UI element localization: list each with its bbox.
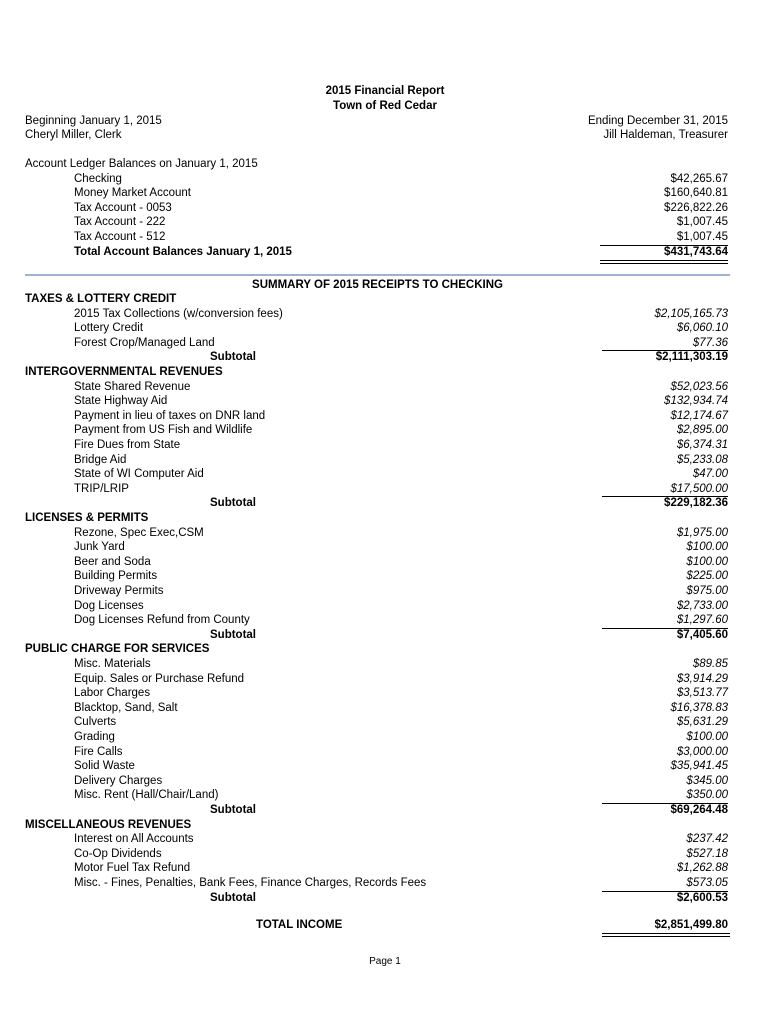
section-separator [25,274,730,276]
line-item-label: Co-Op Dividends [74,847,162,860]
total-income-amount: $2,851,499.80 [654,919,728,931]
line-item-label: Labor Charges [74,687,151,700]
line-item-amount: $573.05 [686,877,728,889]
line-item-label: Motor Fuel Tax Refund [74,862,191,875]
line-item-amount: $237.42 [686,833,728,846]
line-item-amount: $1,297.60 [676,614,728,627]
line-item-row [0,555,770,570]
subtotal-label: Subtotal [210,351,256,364]
category-name: LICENSES & PERMITS [25,512,149,524]
line-item-row [0,613,770,628]
line-item-label: Fire Dues from State [74,439,181,451]
ledger-row-label: Money Market Account [74,187,191,200]
line-item-row [0,657,770,672]
line-item-row [0,394,770,409]
line-item-row [0,715,770,730]
category-name: TAXES & LOTTERY CREDIT [25,293,177,305]
line-item-amount: $3,513.77 [676,687,728,700]
line-item-amount: $17,500.00 [670,482,728,495]
line-item-row [0,307,770,322]
line-item-label: Interest on All Accounts [74,833,194,846]
line-item-row [0,380,770,395]
line-item-label: Fire Calls [74,745,123,758]
subtotal-label: Subtotal [210,891,256,904]
line-item-row [0,686,770,701]
treasurer-name: Jill Haldeman, Treasurer [603,129,728,141]
line-item-label: Misc. Materials [74,658,151,670]
line-item-row [0,788,770,803]
subtotal-row [0,628,770,643]
total-income-label: TOTAL INCOME [256,919,343,931]
line-item-row [0,540,770,555]
line-item-label: Driveway Permits [74,585,164,597]
subtotal-amount: $7,405.60 [676,628,728,641]
line-item-label: Rezone, Spec Exec,CSM [74,526,204,539]
category-name: INTERGOVERNMENTAL REVENUES [25,366,223,378]
line-item-row [0,467,770,482]
subtotal-amount: $2,600.53 [676,891,728,904]
line-item-label: Solid Waste [74,760,135,773]
category-name: PUBLIC CHARGE FOR SERVICES [25,643,210,656]
line-item-row [0,847,770,862]
line-item-row [0,409,770,424]
town-name: Town of Red Cedar [333,100,437,112]
line-item-amount: $47.00 [692,468,728,481]
line-item-amount: $2,733.00 [676,599,728,612]
category-row [0,292,770,307]
line-item-row [0,832,770,847]
line-item-row [0,482,770,497]
ledger-row-amount: $226,822.26 [664,201,728,214]
ledger-row-label: Checking [74,172,122,185]
line-item-label: Lottery Credit [74,322,144,335]
ledger-heading: Account Ledger Balances on January 1, 2015 [25,158,258,170]
line-item-amount: $6,374.31 [676,439,728,451]
subtotal-label: Subtotal [210,804,256,816]
line-item-amount: $2,105,165.73 [654,307,728,320]
subtotal-amount: $2,111,303.19 [655,351,728,364]
line-item-amount: $100.00 [686,541,728,554]
ledger-row [0,215,770,230]
line-item-amount: $16,378.83 [670,701,728,714]
ending-date: Ending December 31, 2015 [587,115,728,127]
page-number: Page 1 [369,956,401,967]
line-item-amount: $527.18 [686,847,728,860]
ledger-row-label: Tax Account - 222 [74,216,166,229]
report-title: 2015 Financial Report [325,85,445,97]
subtotal-amount: $229,182.36 [664,497,728,510]
category-row [0,511,770,526]
ledger-row [0,186,770,201]
line-item-row [0,321,770,336]
line-item-amount: $12,174.67 [670,409,728,422]
line-item-row [0,453,770,468]
line-item-row [0,861,770,876]
line-item-row [0,423,770,438]
line-item-row [0,336,770,351]
summary-heading: SUMMARY OF 2015 RECEIPTS TO CHECKING [252,279,503,291]
line-item-row [0,730,770,745]
subtotal-amount: $69,264.48 [670,804,728,816]
line-item-label: Bridge Aid [74,453,127,466]
line-item-row [0,876,770,891]
ledger-row-amount: $42,265.67 [670,172,728,185]
category-name: MISCELLANEOUS REVENUES [25,818,192,831]
subtotal-row [0,496,770,511]
line-item-label: Blacktop, Sand, Salt [74,701,178,714]
line-item-label: 2015 Tax Collections (w/conversion fees) [74,307,283,320]
line-item-amount: $35,941.45 [670,760,728,773]
clerk-name: Cheryl Miller, Clerk [25,129,122,141]
total-income-row [0,918,770,933]
ledger-row-amount: $1,007.45 [676,230,728,243]
line-item-row [0,599,770,614]
line-item-label: TRIP/LRIP [74,482,129,495]
line-item-amount: $132,934.74 [664,395,728,408]
ledger-row-amount: $160,640.81 [664,187,728,200]
line-item-amount: $3,000.00 [676,745,728,758]
line-item-label: Dog Licenses [74,599,144,612]
subtotal-row [0,350,770,365]
line-item-label: Misc. - Fines, Penalties, Bank Fees, Finance Charges, Records Fees [74,877,427,889]
line-item-amount: $345.00 [686,774,728,787]
line-item-amount: $1,262.88 [676,862,728,875]
line-item-amount: $52,023.56 [670,380,728,393]
line-item-label: State of WI Computer Aid [74,468,204,481]
line-item-amount: $77.36 [692,336,728,349]
subtotal-row [0,803,770,818]
line-item-label: Culverts [74,716,117,729]
line-item-amount: $100.00 [686,555,728,568]
line-item-label: Building Permits [74,570,158,583]
ledger-row [0,172,770,187]
line-item-row [0,774,770,789]
line-item-label: Delivery Charges [74,774,163,787]
line-item-label: Forest Crop/Managed Land [74,336,215,349]
line-item-amount: $6,060.10 [676,322,728,335]
line-item-row [0,701,770,716]
ledger-row [0,230,770,245]
line-item-amount: $5,233.08 [676,453,728,466]
subtotal-row [0,891,770,906]
line-item-amount: $975.00 [686,585,728,597]
subtotal-label: Subtotal [210,628,256,641]
line-item-row [0,438,770,453]
line-item-row [0,569,770,584]
line-item-row [0,526,770,541]
line-item-label: State Shared Revenue [74,380,191,393]
line-item-label: Dog Licenses Refund from County [74,614,250,627]
line-item-amount: $3,914.29 [676,672,728,685]
line-item-row [0,584,770,599]
line-item-row [0,759,770,774]
category-row [0,642,770,657]
line-item-label: State Highway Aid [74,395,168,408]
category-row [0,818,770,833]
total-income-double-rule [602,933,730,937]
line-item-label: Payment from US Fish and Wildlife [74,424,253,437]
line-item-amount: $89.85 [692,658,728,670]
ledger-total-amount: $431,743.64 [664,245,728,258]
line-item-amount: $1,975.00 [676,526,728,539]
line-item-amount: $2,895.00 [676,424,728,437]
ledger-row-amount: $1,007.45 [676,216,728,229]
ledger-row-label: Tax Account - 512 [74,230,166,243]
ledger-row-label: Tax Account - 0053 [74,201,172,214]
line-item-label: Equip. Sales or Purchase Refund [74,672,245,685]
line-item-label: Misc. Rent (Hall/Chair/Land) [74,789,219,802]
line-item-row [0,745,770,760]
beginning-date: Beginning January 1, 2015 [25,115,162,127]
ledger-total-double-rule [600,260,728,264]
line-item-label: Payment in lieu of taxes on DNR land [74,409,266,422]
line-item-label: Junk Yard [74,541,125,554]
ledger-total-row [0,245,770,260]
line-item-amount: $225.00 [686,570,728,583]
line-item-row [0,672,770,687]
category-row [0,365,770,380]
line-item-amount: $350.00 [686,789,728,802]
line-item-label: Grading [74,731,115,743]
subtotal-label: Subtotal [210,497,256,510]
line-item-label: Beer and Soda [74,555,151,568]
ledger-row [0,201,770,216]
ledger-total-label: Total Account Balances January 1, 2015 [74,245,292,258]
line-item-amount: $5,631.29 [676,716,728,729]
line-item-amount: $100.00 [686,731,728,743]
